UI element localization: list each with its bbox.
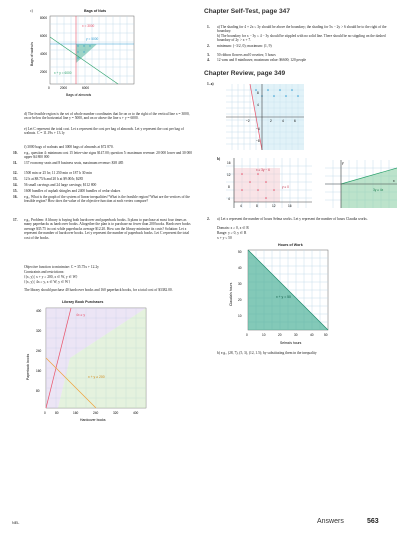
nuts-ytick-2: 6000: [40, 34, 48, 38]
graph-b-xtick-2: 8: [256, 204, 258, 208]
hours-xtick-1: 0: [246, 333, 248, 337]
hours-chart: [226, 248, 336, 348]
graph-a-ytick-1: 8: [257, 91, 259, 95]
nuts-xtick-2: 2000: [60, 86, 68, 90]
selftest-4-num: 4.: [207, 58, 210, 62]
graph-c-label-x: x: [393, 179, 395, 183]
hours-chart-title: Hours of Work: [278, 243, 303, 247]
graph-a-xtick-3: 4: [282, 119, 284, 123]
graph-b-ytick-1: 16: [227, 161, 231, 165]
review-graph-a: [226, 84, 304, 150]
answer-17: e.g., Problem: A library is buying both hardcover and paperback books. It plans to purchase at most four times as many paperbacks as hardcover books. Altogether the plan is to purchase no fewer than 200 books. Hardcover books average $35.75 in cost while paperbacks average $12.20. How can the library minimize its costs? Solution: Let x represent the number of hardcover books. Let y represent the number of paperback books. Let C represent the total cost of the books.: [24, 218, 191, 240]
answer-12-num: 12.: [13, 171, 18, 175]
library-ytick-4: 160: [36, 369, 42, 373]
library-ytick-1: 400: [36, 309, 42, 313]
answer-15-num: 15.: [13, 189, 18, 193]
graph-a-xtick-2: 2: [270, 119, 272, 123]
library-label-2: x + y ≥ 200: [88, 375, 105, 379]
answer-10: e.g., question 4: minimum cost 15 letter-size signs $147.00; question 5: maximum revenue: 20 000 lower and 30 000 upper $4 800 000: [24, 151, 193, 160]
hours-ytick-5: 10: [238, 314, 242, 318]
selftest-3-num: 3.: [207, 53, 210, 57]
library-label-1: 4x ≥ y: [76, 313, 86, 317]
graph-a-xtick-4: 6: [294, 119, 296, 123]
nuts-label-3: x + y = 6000: [54, 71, 72, 75]
library-xtick-2: 80: [55, 411, 59, 415]
nuts-ytick-1: 8000: [40, 16, 48, 20]
answer-12: 1500 min or 25 hr; 11 250 min or 187 h 30 min: [24, 171, 92, 175]
answer-10-num: 10.: [13, 151, 18, 155]
review-heading: Chapter Review, page 349: [204, 70, 286, 77]
selftest-1a: a) The shading for 4 + 2x ≤ 3y should be above the boundary; the shading for 5x − 2y > 6 should be to the right of the boundary.: [217, 25, 387, 34]
answer-17-set-2: {(x, y) | 4x ≥ y, x ∈ W, y ∈ W}: [24, 280, 71, 284]
library-ytick-3: 240: [36, 349, 42, 353]
graph-b-xtick-1: 4: [240, 204, 242, 208]
review-2-constraint: x + y ≤ 50: [217, 236, 232, 240]
review-2a: a) Let x represent the number of hours Selma works. Let y represent the number of hours Claudia works.: [217, 217, 368, 221]
question-c-label: c): [30, 9, 33, 13]
nuts-ylabel: Bags of walnuts: [30, 42, 34, 66]
library-xtick-6: 400: [133, 411, 139, 415]
selftest-1-num: 1.: [207, 25, 210, 29]
hours-ytick-4: 20: [238, 298, 242, 302]
graph-c-label-ineq: 3y ≥ 4x: [373, 188, 384, 192]
answer-13-num: 13.: [13, 177, 18, 181]
graph-b-ytick-3: 8: [228, 185, 230, 189]
nuts-ytick-4: 2000: [40, 70, 48, 74]
selftest-1b: b) The boundary for x − 3y ≤ 4 − 3y should be stippled with no solid line. There should be no stippling on the dashed boundary of 2y > x + 7.: [217, 34, 386, 43]
library-xtick-4: 240: [93, 411, 99, 415]
review-1b-label: b): [217, 157, 221, 161]
nuts-ytick-3: 4000: [40, 52, 48, 56]
nuts-xtick-3: 6000: [82, 86, 90, 90]
answer-14: 56 small carvings and 24 large carvings; $112 800: [24, 183, 97, 187]
selftest-2-num: 2.: [207, 44, 210, 48]
hours-ylabel: Claudia's hours: [229, 282, 233, 306]
hours-xtick-5: 40: [310, 333, 314, 337]
nuts-xlabel: Bags of almonds: [66, 93, 92, 97]
page-number: 563: [367, 518, 379, 525]
hours-ytick-2: 40: [238, 266, 242, 270]
library-xtick-1: 0: [44, 411, 46, 415]
library-ytick-2: 320: [36, 329, 42, 333]
library-xlabel: Hardcover books: [80, 418, 106, 422]
answer-17-conclusion: The library should purchase 40 hardcover books and 160 paperback books, for a total cost of $3382.00.: [24, 288, 173, 292]
nuts-chart-title: Bags of Nuts: [84, 9, 107, 13]
library-ytick-5: 80: [36, 389, 40, 393]
nuts-xtick-1: 0: [48, 86, 50, 90]
footer-section-label: Answers: [317, 518, 344, 525]
graph-c-label-y: y: [342, 161, 344, 165]
graph-b-xtick-4: 16: [288, 204, 292, 208]
selftest-4: 12 vans and 0 minibuses; maximum value: $6600; 120 people: [217, 58, 307, 62]
graph-b-label-2: y ≥ 0: [282, 185, 289, 189]
library-ylabel: Paperback books: [26, 353, 30, 380]
review-2-num: 2.: [207, 217, 210, 221]
answer-11-num: 11.: [13, 161, 18, 165]
answer-17-objective: Objective function to minimize: C = 35.75x + 12.2y: [24, 265, 99, 269]
library-chart: [22, 306, 152, 430]
hours-xlabel: Selma's hours: [280, 341, 302, 345]
hours-xtick-2: 10: [262, 333, 266, 337]
graph-b-ytick-2: 12: [227, 173, 231, 177]
graph-a-ytick-3: −4: [256, 127, 260, 131]
review-graph-c: [325, 160, 397, 208]
hours-xtick-6: 50: [324, 333, 328, 337]
answer-17-num: 17.: [13, 218, 18, 222]
answer-16-num: 16.: [13, 195, 18, 199]
graph-b-label-1: x ≥ 3y − 6: [256, 168, 270, 172]
answer-16: e.g., What is the graph of the system of linear inequalities? What is the feasible region? What are the vertices of the feasible region? How does the value of the objective function at each vertex compare?: [24, 195, 190, 204]
library-xtick-5: 320: [113, 411, 119, 415]
library-xtick-3: 160: [73, 411, 79, 415]
answer-11: 137 economy seats and 8 business seats, maximum revenue: $38 485: [24, 161, 124, 165]
review-2b: b) e.g., (28, 7), (5, 3), (12, 1.5); by substituting them in the inequality: [217, 351, 317, 355]
answer-17-constraints: Constraints and restrictions:: [24, 270, 65, 274]
review-1a-label: 1. a): [207, 82, 214, 86]
answer-d: d) The feasible region is the set of whole number coordinates that lie on or to the right of the vertical line x = 3000, on or below the horizontal line y = 5000, and on or above the line x + y = 6000.: [24, 112, 190, 121]
review-2-domain: Domain: x ≥ 0, x ∈ R: [217, 226, 249, 230]
graph-b-ytick-4: 4: [228, 197, 230, 201]
graph-a-ytick-4: −8: [256, 139, 260, 143]
review-graph-b: [226, 158, 312, 208]
graph-b-region: [234, 168, 280, 202]
self-test-heading: Chapter Self-Test, page 347: [204, 8, 290, 15]
answer-14-num: 14.: [13, 183, 18, 187]
hours-xtick-3: 20: [278, 333, 282, 337]
hours-label: x + y = 50: [276, 295, 291, 299]
nuts-chart: [24, 14, 144, 98]
nuts-label-2: y = 5000: [86, 37, 99, 41]
hours-ytick-1: 50: [238, 250, 242, 254]
library-chart-title: Library Book Purchases: [62, 300, 104, 304]
hours-xtick-4: 30: [294, 333, 298, 337]
graph-b-xtick-3: 12: [272, 204, 276, 208]
answer-13: 12 h at $8.75/h and 20 h at $9.00/h; $285: [24, 177, 84, 181]
footer-publisher: NEL: [12, 521, 20, 525]
answer-f: f) 3000 bags of walnuts and 3000 bags of almonds at $72 870.: [24, 145, 114, 149]
answer-17-set-1: {(x, y) | x + y ≥ 200, x ∈ W, y ∈ W}: [24, 275, 78, 279]
answer-e: e) Let C represent the total cost. Let x represent the cost per bag of almonds. Let y represent the cost per bag of walnuts. C = 11.19x + 13.1y: [24, 127, 184, 136]
answer-15: 1600 bundles of asphalt shingles and 2400 bundles of cedar shakes: [24, 189, 121, 193]
graph-a-xtick-1: −2: [246, 119, 250, 123]
nuts-label-1: x = 3000: [82, 24, 95, 28]
review-2-range: Range: y ≥ 0, y ∈ R: [217, 231, 247, 235]
hours-ytick-3: 30: [238, 282, 242, 286]
selftest-3: 50 ribbon flowers and 0 rosettes; 5 hours: [217, 53, 276, 57]
graph-a-ytick-2: 4: [257, 103, 259, 107]
selftest-2: minimum: (−3/2, 0); maximum: (1, 9): [217, 44, 272, 48]
